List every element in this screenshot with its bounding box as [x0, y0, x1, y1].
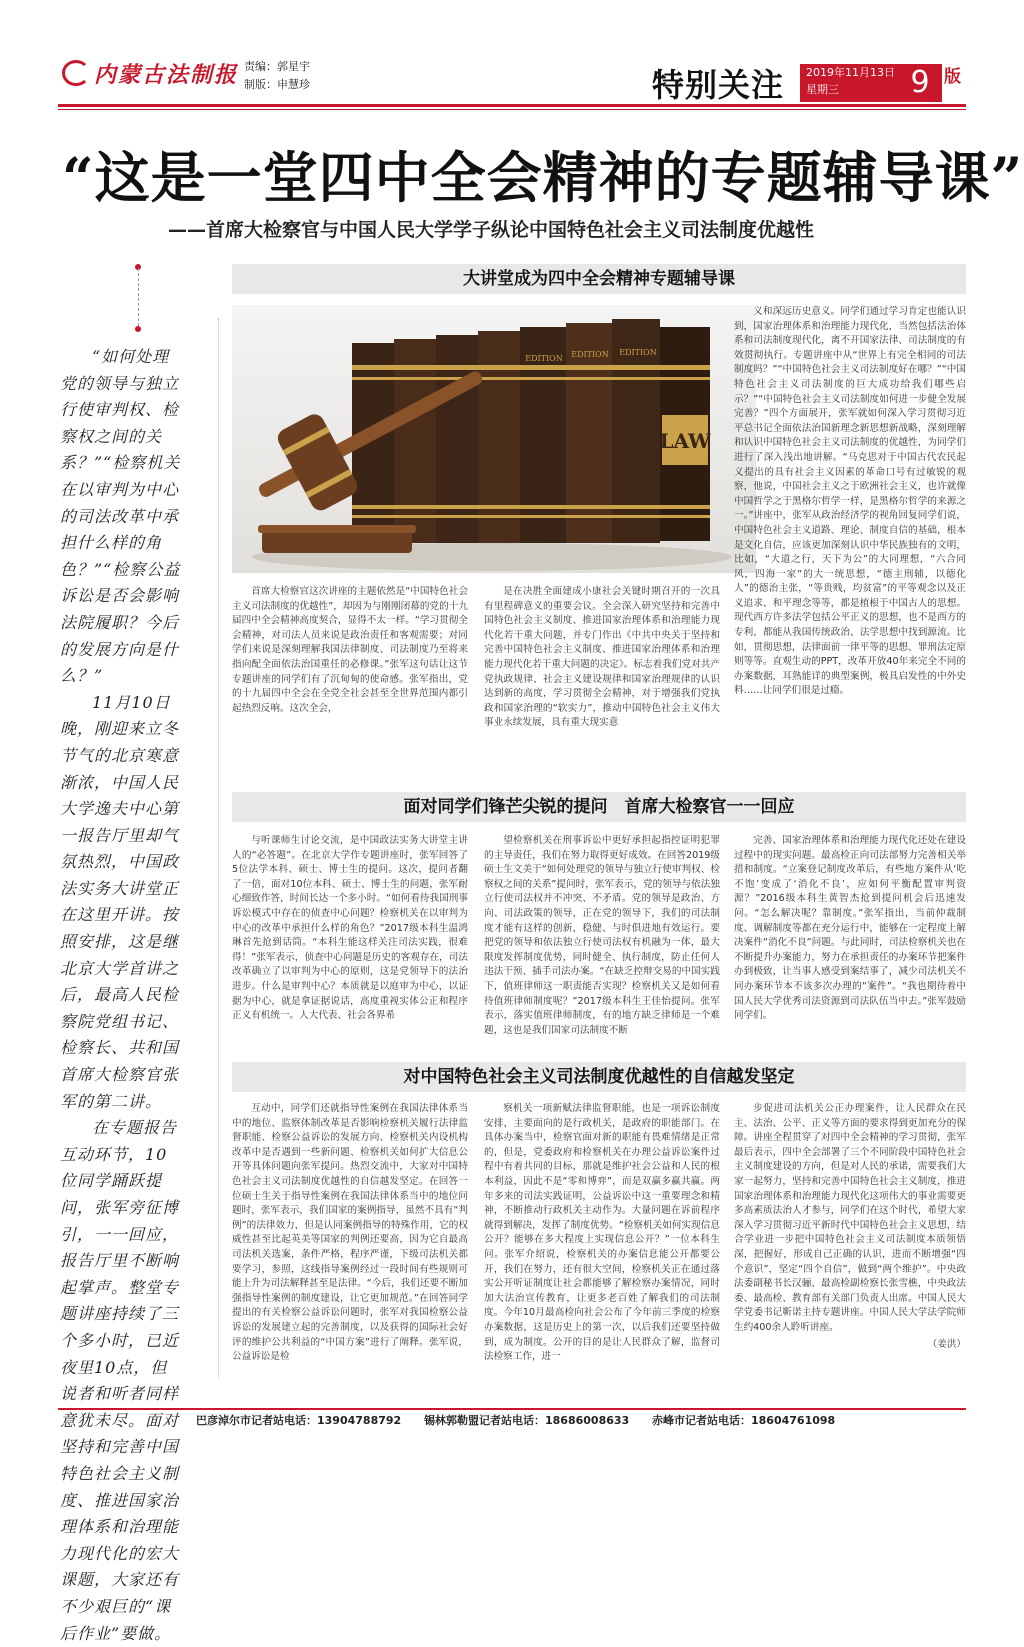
- s3-column-3: [734, 1102, 966, 1352]
- s1-text-1: 首席大检察官这次讲座的主题依然是“中国特色社会主义司法制度的优越性”，却因为与刚刚闭幕的党的十九届四中全会精神高度契合，显得不太一样。“学习贯彻全会精神，对司法人员来说是政治责任和客观需要；对同学们来说是深刻理解我国法律制度、司法制度乃至将来指向配全面依法治国重任的必修课。”张军这句话让这节专题讲座的同学们有了沉甸甸的使命感。张军指出，党的十九届四中全会在全党全社会甚至全世界范围内都引起热烈反响。这次全会，: [232, 586, 468, 714]
- section-bar-1: 大讲堂成为四中全会精神专题辅导课: [232, 264, 966, 294]
- decor-dashed-line: [138, 268, 140, 326]
- law-book-label: LAW: [659, 429, 711, 453]
- headline: “这是一堂四中全会精神的专题辅导课”: [62, 145, 1024, 210]
- column-divider: [218, 318, 220, 1378]
- s2-column-3: [734, 834, 966, 1024]
- editors-block: [244, 58, 310, 94]
- issue-date: 2019年11月13日: [806, 66, 895, 79]
- s1-column-3: [734, 305, 966, 699]
- s1-column-1: [232, 585, 468, 716]
- author-signature: （姜洪）: [927, 1338, 966, 1350]
- decor-dot-bottom: [135, 326, 141, 332]
- book-spine-text-2: EDITION: [571, 350, 609, 359]
- section-title: 特别关注: [652, 66, 785, 104]
- date-box: [800, 64, 898, 102]
- top-rule: [58, 104, 966, 107]
- s1-text-3: 义和深远历史意义。同学们通过学习肯定也能认识到，国家治理体系和治理能力现代化，当然包括法治体系和司法制度现代化，离不开国家法律、司法制度的有效贯彻执行。专题讲座中从“世界上有完全相同的司法制度吗？”“中国特色社会主义司法制度好在哪？”“中国特色社会主义司法制度的巨大成功给我们哪些启示？”“中国特色社会主义司法制度如何进一步健全发展完善？”四个方面展开，张军就如何深入学习贯彻习近平总书记全面依法治国新理念新思想新战略，深刻理解和认识中国特色社会主义司法制度的优越性，为同学们进行了深入浅出地讲解。“马克思对于中国古代农民起义提出的具有社会主义因素的革命口号有过敏锐的观察，他说，中国社会主义之于欧洲社会主义，也许就像中国哲学之于黑格尔哲学一样，是黑格尔哲学的来源之一。”讲座中，张军从政治经济学的视角回复同学们说，中国特色社会主义道路、理论、制度自信的基础，根本是文化自信，应该更加深刻认识中华民族独有的文明，比如，“大道之行，天下为公”的大同理想，“六合同风，四海一家”的大一统思想，“德主刑辅，以德化人”的德治主张，“等贵贱，均贫富”的平等观念以及正义追求、和平理念等等，都是植根于中国古人的思想。现代西方许多法学包括公平正义的思想，也不是西方的专利，都能从我国传统政治、法学思想中找到源流。比如，贯彻思想，法律面前一律平等的思想、罪刑法定原则等等。直观生动的PPT，改革开放40年来完全不同的办案数据，耳熟能详的典型案例，极具启发性的中外史料……让同学们很是过瘾。: [734, 306, 966, 697]
- s3-text-3: 步促进司法机关公正办理案件，让人民群众在民主、法治、公平、正义等方面的要求得到更加充分的保障。讲座全程贯穿了对四中全会精神的学习贯彻，张军最后表示，四中全会部署了三个不同阶段中国特色社会主义制度建设的方向，但是对人民的承诺，需要我们大家一起努力，坚持和完善中国特色社会主义制度，推进国家治理体系和治理能力现代化这项伟大的事业需要更多高素质法治人才参与，同学们在这个时代，希望大家深入学习贯彻习近平新时代中国特色社会主义思想，结合学业进一步把中国特色社会主义司法制度本质领悟深，把握好，形成自己正确的认识，进而不断增强“四个意识”，坚定“四个自信”，做到“两个维护”。中央政法委副秘书长汉骊、最高检副检察长张雪樵，中央政法委、最高检、教育部有关部门负责人出席。中国人民大学党委书记靳诺主持专题讲座。中国人民大学法学院师生约400余人聆听讲座。: [734, 1103, 966, 1333]
- law-books-gavel-illustration: [232, 305, 756, 573]
- footer-contact-1: 巴彦淖尔市记者站电话：13904788792: [196, 1414, 402, 1427]
- book-spine-text-3: EDITION: [525, 354, 563, 363]
- issue-weekday: 星期三: [806, 83, 839, 96]
- footer-contact-2: 锡林郭勒盟记者站电话：18686008633: [424, 1414, 630, 1427]
- subheadline: ——首席大检察官与中国人民大学学子纵论中国特色社会主义司法制度优越性: [168, 219, 815, 241]
- law-books-photo: [232, 305, 756, 573]
- s2-column-2: [484, 834, 720, 1038]
- lead-column: [60, 344, 184, 1647]
- layout-editor: 制版：申慧珍: [244, 78, 310, 91]
- s2-text-3: 完善、国家治理体系和治理能力现代化还处在建设过程中的现实问题。最高检正向司法部努力完善相关举措和制度。“立案登记制度改革后，有些地方案件从‘吃不饱’变成了‘消化不良’，应如何平衡配置审判资源？”2016级本科生黄智杰抢到提问机会后迅速发问。“怎么解决呢？靠制度。”张军指出，当前仲裁制度、调解制度等都在充分运行中，能够在一定程度上解决案件“消化不良”问题。与此同时，司法检察机关也在不断提升办案能力，努力在承担责任的办案环节把案件办到极致，让当事人感受到案结事了，减少司法机关不同办案环节本不该多次办理的“案件”。“我也期待着中国人民大学优秀司法资源到司法队伍当中去。”张军鼓励同学们。: [734, 835, 966, 1022]
- lead-paragraph-1: “如何处理党的领导与独立行使审判权、检察权之间的关系？”“检察机关在以审判为中心的司法改革中承担什么样的角色？”“检察公益诉讼是否会影响法院履职？今后的发展方向是什么？”: [60, 347, 181, 686]
- lead-paragraph-2: 11月10日晚，刚迎来立冬节气的北京寒意渐浓，中国人民大学逸夫中心第一报告厅里却气氛热烈，中国政法实务大讲堂正在这里开讲。按照安排，这是继北京大学首讲之后，最高人民检察院党组书记、检察长、共和国首席大检察官张军的第二讲。: [60, 692, 180, 1111]
- s3-text-1: 互动中，同学们还就指导性案例在我国法律体系当中的地位、监察体制改革是否影响检察机关履行法律监督职能、检察公益诉讼的发展方向、检察机关内设机构改革中是否遇到一些新问题、检察机关如何扩大信息公开等具体问题向张军提问。热烈交流中，大家对中国特色社会主义司法制度优越性的自信越发坚定。在回答一位硕士生关于指导性案例在我国法律体系当中的地位问题时，张军表示，我们国家的案例指导，虽然不具有“判例”的法律效力，但是认同案例指导的特殊作用，它的权威性甚至比起英美等国家的判例还要高，因为它自最高司法机关选案，条件严格，程序严谨，下级司法机关都要学习，参照，这线指导案例经过一段时间有些规则可能上升为司法解释甚至是法律。“今后，我们还要不断加强指导性案例的制度建设，让它更加规范。”在回答同学提出的有关检察公益诉讼问题时，张军对我国检察公益诉讼的发展建立起的完善制度，以及获得的国际社会好评的维护公共利益的“中国方案”进行了阐释。张军说，公益诉讼是检: [232, 1103, 468, 1363]
- s1-text-2: 是在决胜全面建成小康社会关键时期召开的一次具有里程碑意义的重要会议。全会深入研究坚持和完善中国特色社会主义制度、推进国家治理体系和治理能力现代化若干重大问题，并专门作出《中共中央关于坚持和完善中国特色社会主义制度、推进国家治理体系和治理能力现代化若干重大问题的决定》。标志着我们党对共产党执政规律、社会主义建设规律和国家治理规律的认识达到新的高度，学习贯彻全会精神，对于增强我们党执政和国家治理的“软实力”，推动中国特色社会主义伟大事业永续发展，具有重大现实意: [484, 586, 720, 729]
- page-number: 9: [898, 64, 942, 102]
- top-rule-thin: [58, 109, 966, 110]
- s1-column-2: [484, 585, 720, 731]
- footer-contact-3: 赤峰市记者站电话：18604761098: [652, 1414, 836, 1427]
- s2-column-1: [232, 834, 468, 1024]
- logo-emblem-icon: [62, 60, 90, 86]
- s2-text-1: 与听课师生讨论交流，是中国政法实务大讲堂主讲人的“必答题”。在北京大学作专题讲座时，张军回答了5位法学本科、硕士、博士生的提问。这次，提问者翻了一倍，面对10位本科、硕士、博士生的问题，张军耐心细致作答，时间长达一个多小时。“如何看待我国刑事诉讼模式中存在的侦查中心问题？检察机关在以审判为中心的改革中承担什么样的角色？”2017级本科生温鸿琳首先抢到话筒。“本科生能这样关注司法实践，很难得！”张军表示，侦查中心问题是历史的客观存在，司法改革确立了以审判为中心的原则，这是党领导下的法治进步。什么是审判中心？本质就是以庭审为中心，以证据为中心，就是拿证据说话，高度重视实体公正和程序正义有机统一。人大代表、社会各界希: [232, 835, 468, 1022]
- s3-text-2: 察机关一项新赋法律监督职能，也是一项诉讼制度安排，主要面向的是行政机关，是政府的职能部门。在具体办案当中，检察官面对新的职能有畏难情绪是正常的，但是，党委政府和检察机关在办理公益诉讼案件过程中有着共同的目标，那就是维护社会公益和人民的根本利益，因此不是“零和博弈”，而是双赢多赢共赢。两年多来的司法实践证明，公益诉讼中这一重要理念和精神，不断推动行政机关主动作为。大量问题在诉前程序就得到解决，发挥了制度优势。“检察机关如何实现信息公开？能够在多大程度上实现信息公开？”一位本科生问。张军介绍说，检察机关的办案信息能公开都要公开，我们在努力，还有很大空间，检察机关正在通过落实公开听证制度让社会都能够了解检察办案情况，同时加大法治宣传教育，让更多老百姓了解我们的司法制度。今年10月最高检向社会公布了今年前三季度的检察办案数据，这是历史上的第一次，以后我们还要坚持做到，成为制度。公开的目的是让人民群众了解，监督司法检察工作，进一: [484, 1103, 720, 1363]
- lead-paragraph-3: 在专题报告互动环节，10位同学踊跃提问，张军旁征博引，一一回应，报告厅里不断响起掌声。整堂专题讲座持续了三个多小时，已近夜里10点，但说者和听者同样意犹未尽。面对坚持和完善中国特色社会主义制度、推进国家治理体系和治理能力现代化的宏大课题，大家还有不少艰巨的“课后作业”要做。: [60, 1118, 180, 1643]
- book-spine-text: EDITION: [619, 348, 657, 357]
- books-icon: [352, 319, 711, 543]
- logo-text: 内蒙古法制报: [94, 63, 239, 88]
- footer-rule: [58, 1408, 966, 1410]
- s3-column-1: [232, 1102, 468, 1365]
- s2-text-2: 望检察机关在刑事诉讼中更好承担起指控证明犯罪的主导责任，我们在努力取得更好成效。在回答2019级硕士生文美于“如何处理党的领导与独立行使审判权、检察权之间的关系”提问时，张军表示，党的领导与依法独立行使司法权并不冲突、不矛盾。党的领导是政治、方向、司法政策的领导，正在党的领导下，我们的司法制度才能有这样的创新，稳健、与时俱进地有效运行。要把党的领导和依法独立行使司法权有机融为一体，最大限度发挥制度优势，同时健全、执行制度，防止任何人违法干预、插手司法办案。“在缺乏控辩交易的中国实践下，值班律师这一职责能否实现？检察机关又是如何看待值班律师制度呢？”2017级本科生王佳怡提问。张军表示，落实值班律师制度，有的地方缺乏律师是一个难题，这也是我们国家司法制度不断: [484, 835, 720, 1036]
- section-bar-3: 对中国特色社会主义司法制度优越性的自信越发坚定: [232, 1062, 966, 1092]
- page-label: 版: [944, 67, 961, 87]
- section-bar-2: 面对同学们锋芒尖锐的提问 首席大检察官一一回应: [232, 792, 966, 822]
- newspaper-logo: [62, 58, 238, 89]
- s3-column-2: [484, 1102, 720, 1365]
- chief-editor: 责编：郭星宇: [244, 60, 310, 73]
